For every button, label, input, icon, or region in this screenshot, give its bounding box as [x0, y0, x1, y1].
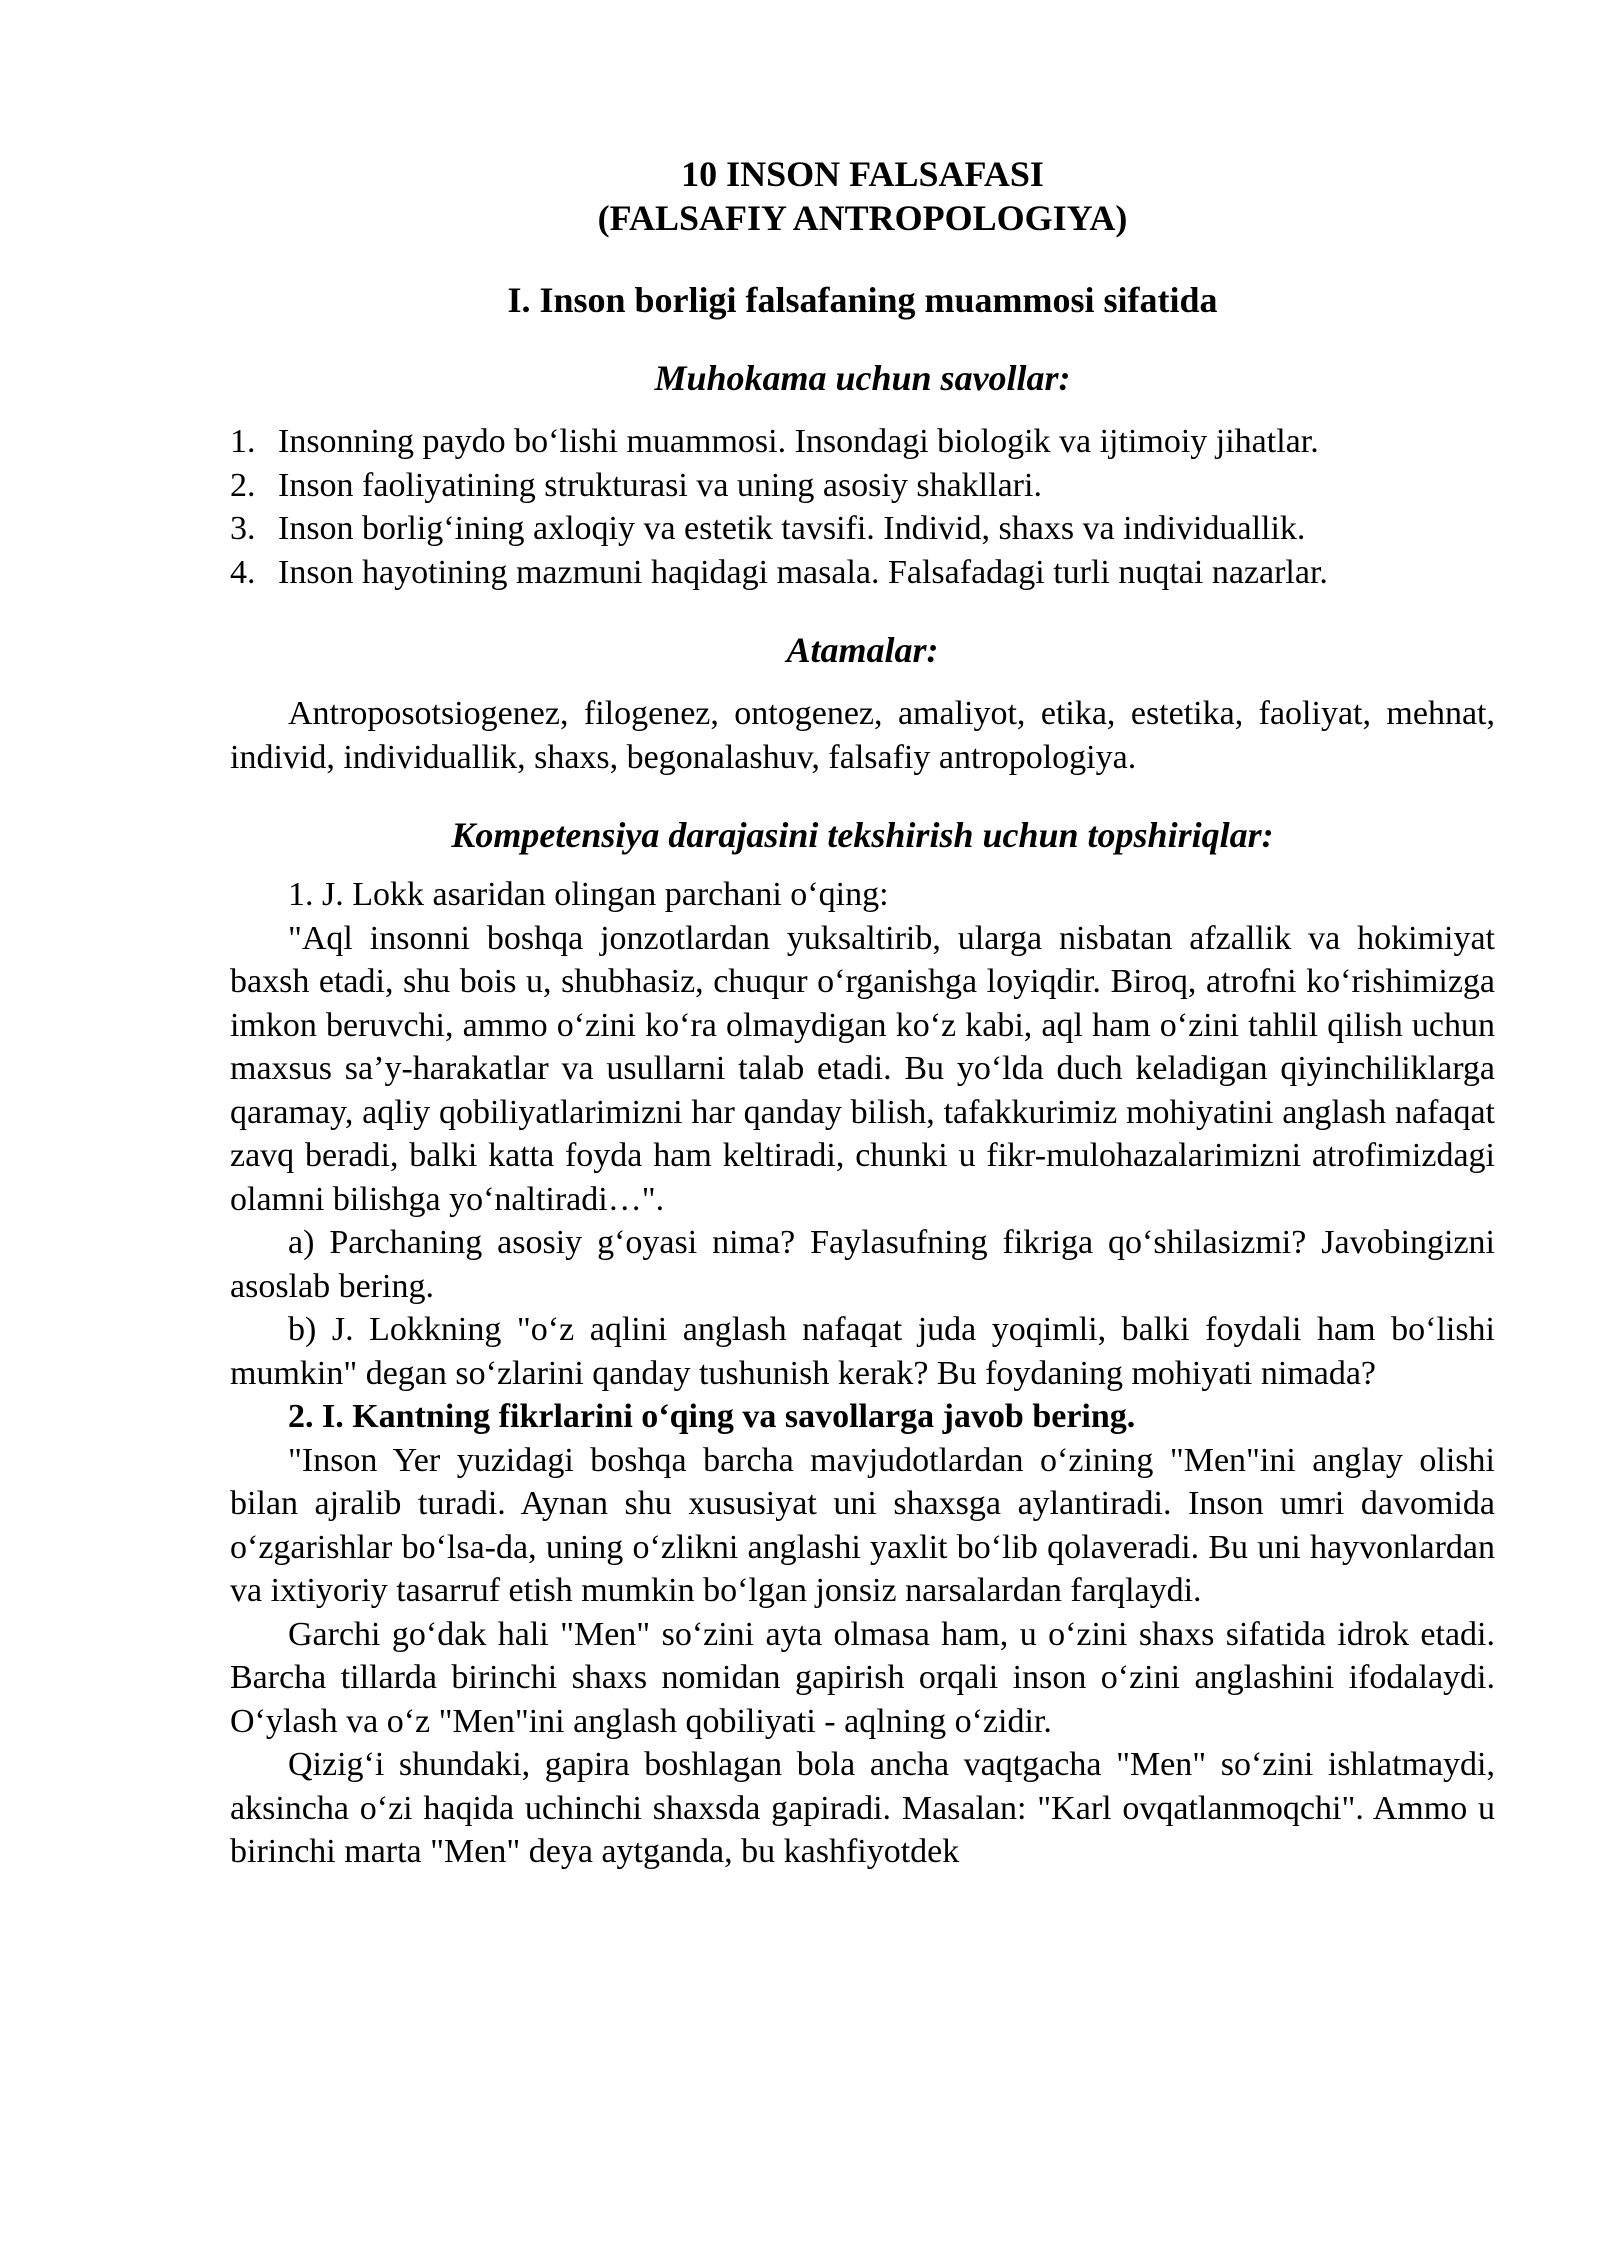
list-text: Inson faoliyatining strukturasi va uning asosiy shakllari.	[278, 466, 1042, 504]
title-line-1: 10 INSON FALSAFASI	[681, 154, 1044, 194]
terms-paragraph: Antroposotsiogenez, filogenez, ontogenez, amaliyot, etika, estetika, faoliyat, mehnat, individ, individuallik, shaxs, begonalashuv, falsafiy antropologiya.	[230, 695, 1495, 776]
questions-list	[230, 420, 1495, 594]
document-title	[230, 152, 1495, 240]
list-item	[230, 551, 1495, 595]
list-text: Inson borlig‘ining axloqiy va estetik tavsifi. Individ, shaxs va individuallik.	[278, 510, 1306, 547]
task2-paragraph-1: "Inson Yer yuzidagi boshqa barcha mavjudotlardan o‘zining "Men"ini anglay olishi bilan ajralib turadi. Aynan shu xususiyat uni shaxsga aylantiradi. Inson umri davomida o‘zgarishlar bo‘lsa-da, uning o‘zlikni anglashi yaxlit bo‘lib qolaveradi. Bu uni hayvonlardan va ixtiyoriy tasarruf etish mumkin bo‘lgan jonsiz narsalardan farqlaydi.	[230, 1441, 1495, 1609]
terms-heading: Atamalar:	[786, 630, 939, 670]
list-item	[230, 464, 1495, 508]
list-text: Inson hayotining mazmuni haqidagi masala. Falsafadagi turli nuqtai nazarlar.	[278, 553, 1328, 591]
section-title: I. Inson borligi falsafaning muammosi sifatida	[507, 280, 1218, 320]
task1-quote: "Aql insonni boshqa jonzotlardan yuksaltirib, ularga nisbatan afzallik va hokimiyat baxsh etadi, shu bois u, shubhasiz, chuqur o‘rganishga loyiqdir. Biroq, atrofni ko‘rishimizga imkon beruvchi, ammo o‘zini ko‘ra olmaydigan ko‘z kabi, aql ham o‘zini tahlil qilish uchun maxsus sa’y-harakatlar va usullarni talab etadi. Bu yo‘lda duch keladigan qiyinchiliklarga qaramay, aqliy qobiliyatlarimizni har qanday bilish, tafakkurimiz mohiyatini anglash nafaqat zavq beradi, balki katta foyda ham keltiradi, chunki u fikr-mulohazalarimizni atrofimizdagi olamni bilishga yo‘naltiradi…".	[230, 919, 1495, 1218]
title-line-2: (FALSAFIY ANTROPOLOGIYA)	[597, 198, 1128, 238]
list-number: 2.	[230, 466, 256, 504]
task2-heading: 2. I. Kantning fikrlarini o‘qing va savollarga javob bering.	[288, 1398, 1136, 1435]
task1-question-a: a) Parchaning asosiy g‘oyasi nima? Faylasufning fikriga qo‘shilasizmi? Javobingizni asoslab bering.	[230, 1224, 1495, 1305]
questions-heading: Muhokama uchun savollar:	[654, 358, 1071, 398]
list-number: 3.	[230, 510, 256, 547]
list-number: 4.	[230, 553, 256, 591]
list-item	[230, 507, 1495, 551]
list-item	[230, 420, 1495, 464]
task2-paragraph-2: Garchi go‘dak hali "Men" so‘zini ayta olmasa ham, u o‘zini shaxs sifatida idrok etadi. Barcha tillarda birinchi shaxs nomidan gapirish orqali inson o‘zini anglashini ifodalaydi. O‘ylash va o‘z "Men"ini anglash qobiliyati - aqlning o‘zidir.	[230, 1615, 1495, 1740]
task1-intro: 1. J. Lokk asaridan olingan parchani o‘qing:	[288, 876, 889, 913]
task1-question-b: b) J. Lokkning "o‘z aqlini anglash nafaqat juda yoqimli, balki foydali ham bo‘lishi mumkin" degan so‘zlarini qanday tushunish kerak? Bu foydaning mohiyati nimada?	[230, 1311, 1495, 1392]
task2-paragraph-3: Qizig‘i shundaki, gapira boshlagan bola ancha vaqtgacha "Men" so‘zini ishlatmaydi, aksincha o‘zi haqida uchinchi shaxsda gapiradi. Masalan: "Karl ovqatlanmoqchi". Ammo u birinchi marta "Men" deya aytganda, bu kashfiyotdek	[230, 1746, 1495, 1870]
list-text: Insonning paydo bo‘lishi muammosi. Insondagi biologik va ijtimoiy jihatlar.	[278, 423, 1319, 460]
list-number: 1.	[230, 423, 256, 460]
tasks-heading: Kompetensiya darajasini tekshirish uchun topshiriqlar:	[451, 815, 1274, 855]
